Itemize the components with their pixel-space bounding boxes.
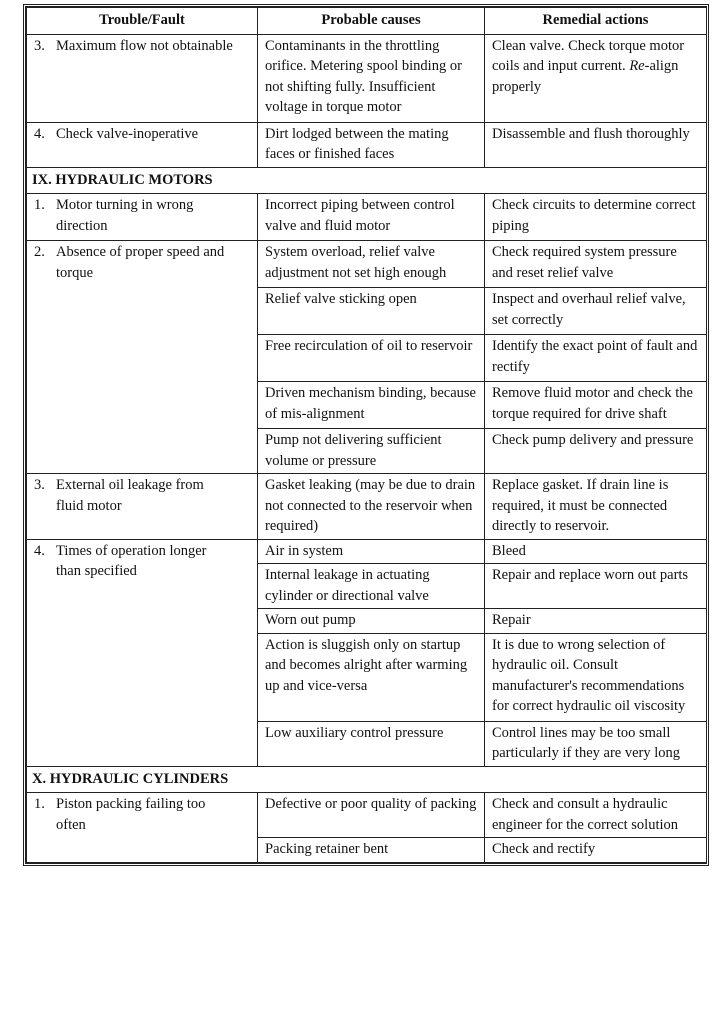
action-cell: Repair and replace worn out parts [485,564,707,609]
cause-cell: Internal leakage in actuating cylinder or directional valve [258,564,485,609]
table-row [27,793,707,838]
row-number: 1. [34,796,45,812]
fault-cell [27,241,258,474]
table-header-row [27,8,707,35]
fault-cell [27,474,258,540]
cause-cell: Low auxiliary control pressure [258,721,485,766]
cause-cell: Air in system [258,539,485,564]
fault-text: Check valve-inoperative [56,125,199,142]
row-number: 4. [34,125,45,142]
action-cell: Repair [485,609,707,634]
action-cell: It is due to wrong selection of hydraulic oil. Consult manufacturer's recommendations for correct hydraulic oil viscosity [485,633,707,721]
table-row [27,241,707,288]
troubleshooting-table-frame [23,4,709,866]
row-number: 1. [34,197,45,213]
action-cell: Check circuits to determine correct piping [485,194,707,241]
fault-text: Piston packing failing too often [56,796,206,833]
row-number: 3. [34,37,45,54]
action-cell: Bleed [485,539,707,564]
cause-cell: Dirt lodged between the mating faces or finished faces [258,122,485,167]
row-number: 3. [34,477,45,493]
fault-text: Times of operation longer than specified [56,542,207,579]
cause-cell: Free recirculation of oil to reservoir [258,335,485,382]
section-row [27,766,707,793]
fault-text: Maximum flow not obtainable [56,37,233,54]
section-title-hydraulic-motors: IX. HYDRAULIC MOTORS [27,167,707,194]
action-cell: Remove fluid motor and check the torque required for drive shaft [485,382,707,429]
table-row [27,122,707,167]
row-number: 4. [34,542,45,559]
fault-cell [27,122,258,167]
header-probable-causes: Probable causes [258,8,485,35]
action-cell: Inspect and overhaul relief valve, set correctly [485,288,707,335]
cause-cell: System overload, relief valve adjustment not set high enough [258,241,485,288]
cause-cell: Driven mechanism binding, because of mis-alignment [258,382,485,429]
troubleshooting-table [26,7,707,863]
fault-text: Absence of proper speed and torque [56,244,225,281]
table-row [27,194,707,241]
header-remedial-actions: Remedial actions [485,8,707,35]
action-cell: Identify the exact point of fault and rectify [485,335,707,382]
fault-cell [27,539,258,766]
table-row [27,474,707,540]
action-cell: Control lines may be too small particularly if they are very long [485,721,707,766]
cause-cell: Defective or poor quality of packing [258,793,485,838]
cause-cell: Packing retainer bent [258,838,485,863]
cause-cell: Action is sluggish only on startup and becomes alright after warming up and vice-versa [258,633,485,721]
cause-cell: Gasket leaking (may be due to drain not connected to the reservoir when required) [258,474,485,540]
table-row [27,539,707,564]
action-cell: Check and rectify [485,838,707,863]
action-cell: Check and consult a hydraulic engineer for the correct solution [485,793,707,838]
fault-text: External oil leakage from fluid motor [56,477,204,514]
action-cell: Clean valve. Check torque motor coils and input current. Re-align properly [485,34,707,122]
action-cell: Check pump delivery and pressure [485,429,707,474]
header-trouble-fault: Trouble/Fault [27,8,258,35]
cause-cell: Pump not delivering sufficient volume or pressure [258,429,485,474]
fault-cell [27,194,258,241]
cause-cell: Contaminants in the throttling orifice. Metering spool binding or not shifting fully. Insufficient voltage in torque motor [258,34,485,122]
action-cell: Check required system pressure and reset relief valve [485,241,707,288]
action-cell: Disassemble and flush thoroughly [485,122,707,167]
table-row [27,34,707,122]
section-title-hydraulic-cylinders: X. HYDRAULIC CYLINDERS [27,766,707,793]
cause-cell: Relief valve sticking open [258,288,485,335]
row-number: 2. [34,244,45,260]
action-cell: Replace gasket. If drain line is required, it must be connected directly to reservoir. [485,474,707,540]
cause-cell: Incorrect piping between control valve and fluid motor [258,194,485,241]
fault-text: Motor turning in wrong direction [56,197,194,234]
cause-cell: Worn out pump [258,609,485,634]
fault-cell [27,793,258,863]
fault-cell [27,34,258,122]
section-row [27,167,707,194]
